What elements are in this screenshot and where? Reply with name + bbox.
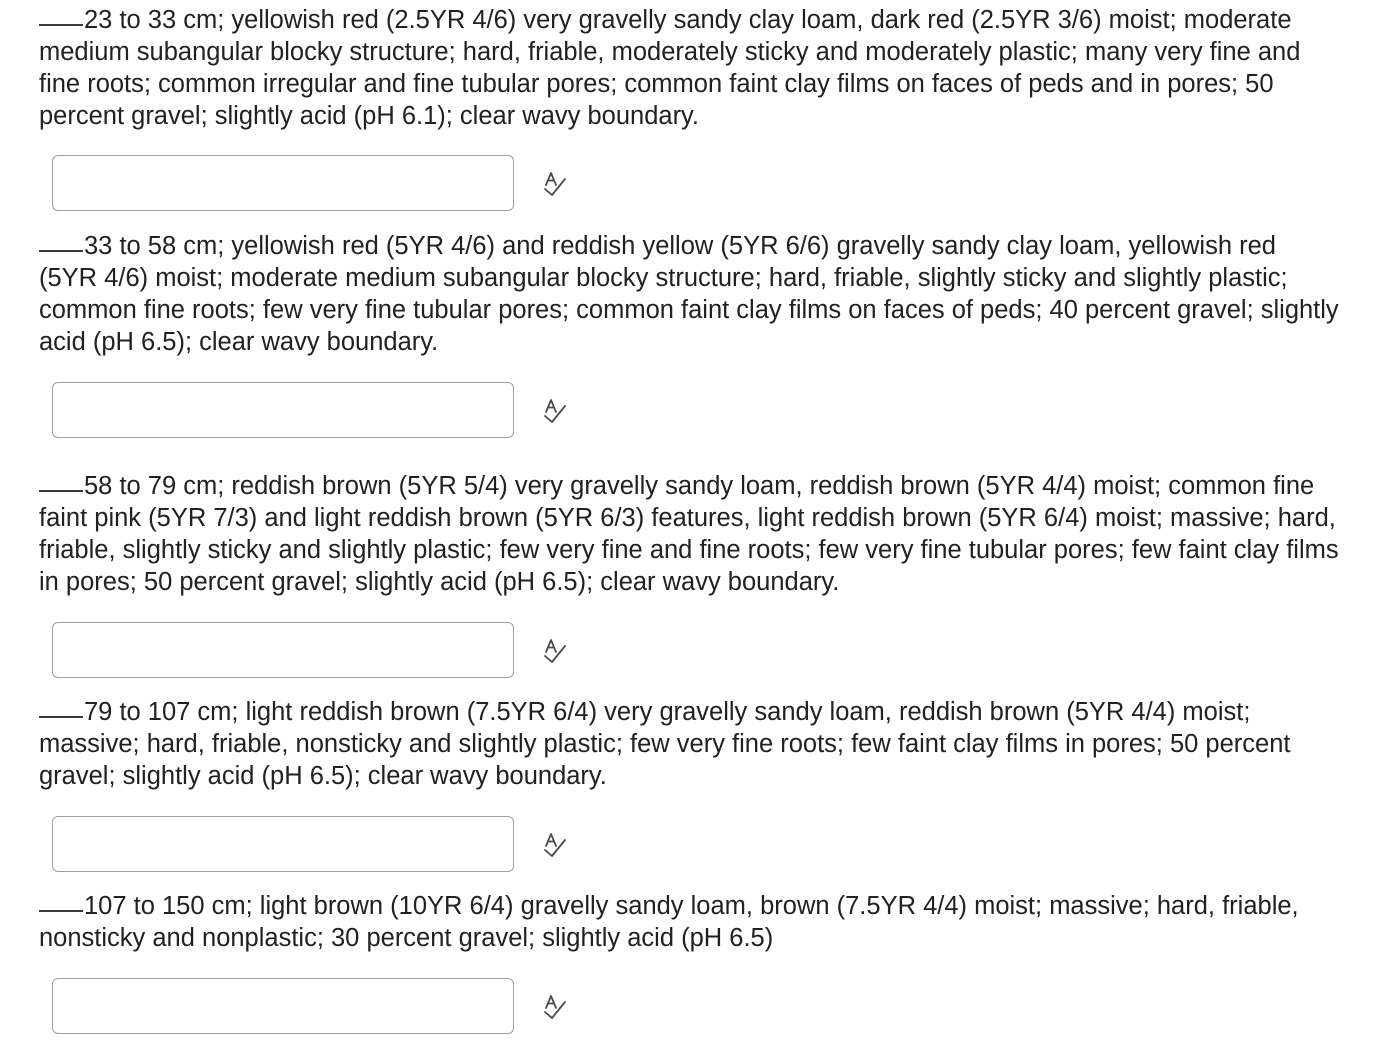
answer-blank xyxy=(39,692,83,718)
question-text: 107 to 150 cm; light brown (10YR 6/4) gravelly sandy loam, brown (7.5YR 4/4) moist; massive; hard, friable, nonsticky and nonplastic; 30 percent gravel; slightly acid (pH 6.5) xyxy=(39,892,1299,952)
question-text: 33 to 58 cm; yellowish red (5YR 4/6) and reddish yellow (5YR 6/6) gravelly sandy clay loam, yellowish red (5YR 4/6) moist; moderate medium subangular blocky structure; hard, friable, slightly sticky and slightly plastic; common fine roots; few very fine tubular pores; common faint clay films on faces of peds; 40 percent gravel; slightly acid (pH 6.5); clear wavy boundary. xyxy=(39,232,1339,356)
answer-blank xyxy=(39,886,83,912)
question-text: 58 to 79 cm; reddish brown (5YR 5/4) very gravelly sandy loam, reddish brown (5YR 4/4) moist; common fine faint pink (5YR 7/3) and light reddish brown (5YR 6/3) features, light reddish brown (5YR 6/4) moist; massive; hard, friable, slightly sticky and slightly plastic; few very fine and fine roots; few very fine tubular pores; few faint clay films in pores; 50 percent gravel; slightly acid (pH 6.5); clear wavy boundary. xyxy=(39,472,1339,596)
answer-row-4 xyxy=(52,816,592,874)
spell-check-icon[interactable] xyxy=(540,636,570,666)
question-5 xyxy=(39,888,1339,954)
answer-row-2 xyxy=(52,382,592,440)
spell-check-icon[interactable] xyxy=(540,169,570,199)
question-4 xyxy=(39,694,1339,792)
answer-row-5 xyxy=(52,978,592,1036)
answer-blank xyxy=(39,0,83,26)
answer-input-5[interactable] xyxy=(52,978,514,1034)
question-3 xyxy=(39,468,1339,598)
answer-row-3 xyxy=(52,622,592,680)
spell-check-icon[interactable] xyxy=(540,992,570,1022)
answer-input-3[interactable] xyxy=(52,622,514,678)
question-2 xyxy=(39,228,1339,358)
spell-check-icon[interactable] xyxy=(540,830,570,860)
question-text: 79 to 107 cm; light reddish brown (7.5YR 6/4) very gravelly sandy loam, reddish brown (5YR 4/4) moist; massive; hard, friable, nonsticky and slightly plastic; few very fine roots; few faint clay films in pores; 50 percent gravel; slightly acid (pH 6.5); clear wavy boundary. xyxy=(39,698,1291,790)
answer-input-1[interactable] xyxy=(52,155,514,211)
answer-input-2[interactable] xyxy=(52,382,514,438)
question-1 xyxy=(39,2,1339,132)
answer-input-4[interactable] xyxy=(52,816,514,872)
spell-check-icon[interactable] xyxy=(540,396,570,426)
answer-blank xyxy=(39,226,83,252)
question-text: 23 to 33 cm; yellowish red (2.5YR 4/6) very gravelly sandy clay loam, dark red (2.5YR 3/6) moist; moderate medium subangular blocky structure; hard, friable, moderately sticky and moderately plastic; many very fine and fine roots; common irregular and fine tubular pores; common faint clay films on faces of peds and in pores; 50 percent gravel; slightly acid (pH 6.1); clear wavy boundary. xyxy=(39,6,1301,130)
answer-blank xyxy=(39,466,83,492)
answer-row-1 xyxy=(52,155,592,213)
